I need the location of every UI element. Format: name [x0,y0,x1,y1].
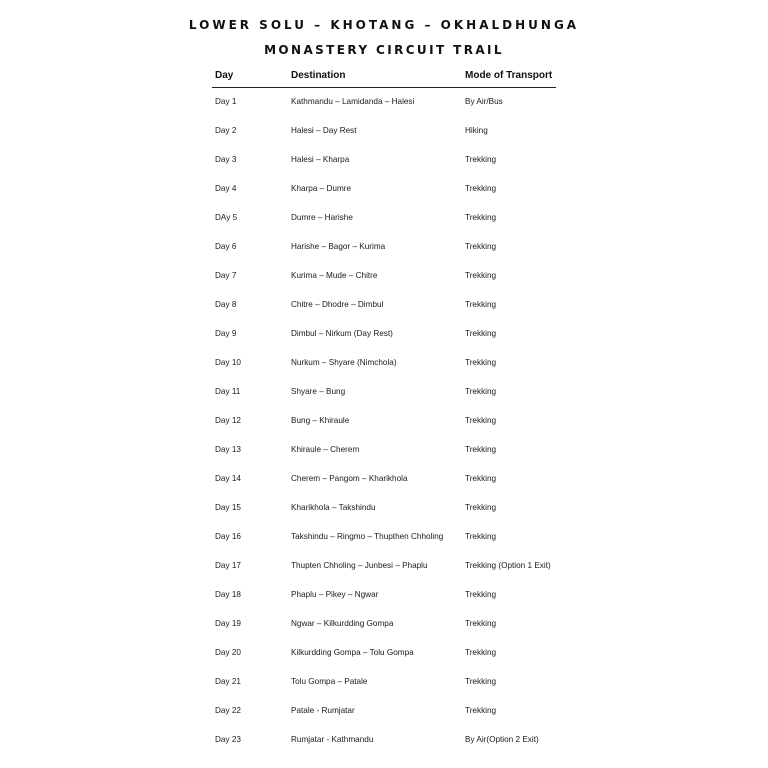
cell-destination: Tolu Gompa – Patale [291,677,368,686]
cell-mode-of-transport: By Air(Option 2 Exit) [465,735,539,744]
cell-day: Day 3 [215,155,237,164]
cell-destination: Kurima – Mude – Chitre [291,271,378,280]
cell-day: Day 1 [215,97,237,106]
table-row [212,262,556,291]
cell-destination: Kharikhola – Takshindu [291,503,376,512]
cell-destination: Chitre – Dhodre – Dimbul [291,300,384,309]
table-row [212,233,556,262]
cell-destination: Khiraule – Cherem [291,445,360,454]
table-row [212,697,556,726]
cell-mode-of-transport: Trekking [465,358,497,367]
cell-destination: Nurkum – Shyare (Nimchola) [291,358,397,367]
cell-day: Day 22 [215,706,241,715]
cell-day: Day 15 [215,503,241,512]
itinerary-table [212,66,556,755]
cell-destination: Shyare – Bung [291,387,346,396]
cell-destination: Dimbul – Nirkum (Day Rest) [291,329,393,338]
cell-day: Day 10 [215,358,241,367]
table-row [212,465,556,494]
cell-day: Day 11 [215,387,241,396]
cell-mode-of-transport: Trekking [465,474,497,483]
cell-day: Day 17 [215,561,241,570]
table-row [212,552,556,581]
cell-mode-of-transport: Trekking [465,590,497,599]
cell-destination: Phaplu – Pikey – Ngwar [291,590,379,599]
table-row [212,581,556,610]
table-row [212,378,556,407]
cell-destination: Cherem – Pangom – Kharikhola [291,474,408,483]
cell-mode-of-transport: Trekking [465,242,497,251]
page-title: LOWER SOLU – KHOTANG – OKHALDHUNGA [188,18,580,32]
cell-mode-of-transport: Trekking [465,648,497,657]
cell-day: Day 8 [215,300,237,309]
cell-day: Day 12 [215,416,241,425]
table-row [212,523,556,552]
cell-destination: Ngwar – Kilkurdding Gompa [291,619,394,628]
table-row [212,320,556,349]
table-row [212,639,556,668]
cell-day: Day 13 [215,445,241,454]
cell-mode-of-transport: Trekking (Option 1 Exit) [465,561,551,570]
cell-day: Day 6 [215,242,237,251]
header-mode-of-transport: Mode of Transport [465,70,553,81]
cell-destination: Bung – Khiraule [291,416,350,425]
table-row [212,726,556,755]
cell-destination: Halesi – Kharpa [291,155,350,164]
cell-day: DAy 5 [215,213,238,222]
table-header [212,66,556,88]
page-subtitle: MONASTERY CIRCUIT TRAIL [264,43,504,57]
table-row [212,175,556,204]
cell-mode-of-transport: Trekking [465,155,497,164]
cell-mode-of-transport: Hiking [465,126,488,135]
cell-day: Day 20 [215,648,241,657]
table-row [212,494,556,523]
cell-mode-of-transport: Trekking [465,213,497,222]
table-row [212,436,556,465]
cell-mode-of-transport: Trekking [465,503,497,512]
table-row [212,668,556,697]
table-row [212,146,556,175]
cell-day: Day 7 [215,271,237,280]
cell-day: Day 4 [215,184,237,193]
cell-mode-of-transport: Trekking [465,329,497,338]
cell-mode-of-transport: Trekking [465,619,497,628]
cell-mode-of-transport: Trekking [465,300,497,309]
table-body [212,88,556,755]
cell-destination: Thupten Chholing – Junbesi – Phaplu [291,561,428,570]
header-destination: Destination [291,70,346,81]
table-row [212,117,556,146]
cell-day: Day 16 [215,532,241,541]
cell-destination: Rumjatar - Kathmandu [291,735,374,744]
cell-mode-of-transport: Trekking [465,445,497,454]
cell-mode-of-transport: By Air/Bus [465,97,503,106]
table-row [212,610,556,639]
cell-day: Day 23 [215,735,241,744]
cell-day: Day 14 [215,474,241,483]
cell-destination: Kilkurdding Gompa – Tolu Gompa [291,648,414,657]
cell-destination: Dumre – Harishe [291,213,353,222]
cell-mode-of-transport: Trekking [465,416,497,425]
table-row [212,88,556,117]
cell-mode-of-transport: Trekking [465,271,497,280]
cell-day: Day 21 [215,677,241,686]
cell-day: Day 9 [215,329,237,338]
cell-mode-of-transport: Trekking [465,706,497,715]
cell-mode-of-transport: Trekking [465,677,497,686]
header-day: Day [215,70,234,81]
cell-mode-of-transport: Trekking [465,532,497,541]
table-row [212,407,556,436]
cell-day: Day 2 [215,126,237,135]
cell-destination: Halesi – Day Rest [291,126,357,135]
cell-destination: Patale - Rumjatar [291,706,355,715]
cell-mode-of-transport: Trekking [465,387,497,396]
cell-mode-of-transport: Trekking [465,184,497,193]
table-row [212,349,556,378]
table-row [212,204,556,233]
cell-destination: Takshindu – Ringmo – Thupthen Chholing [291,532,444,541]
table-row [212,291,556,320]
cell-destination: Kharpa – Dumre [291,184,352,193]
cell-day: Day 19 [215,619,241,628]
cell-day: Day 18 [215,590,241,599]
cell-destination: Harishe – Bagor – Kurima [291,242,386,251]
cell-destination: Kathmandu – Lamidanda – Halesi [291,97,415,106]
